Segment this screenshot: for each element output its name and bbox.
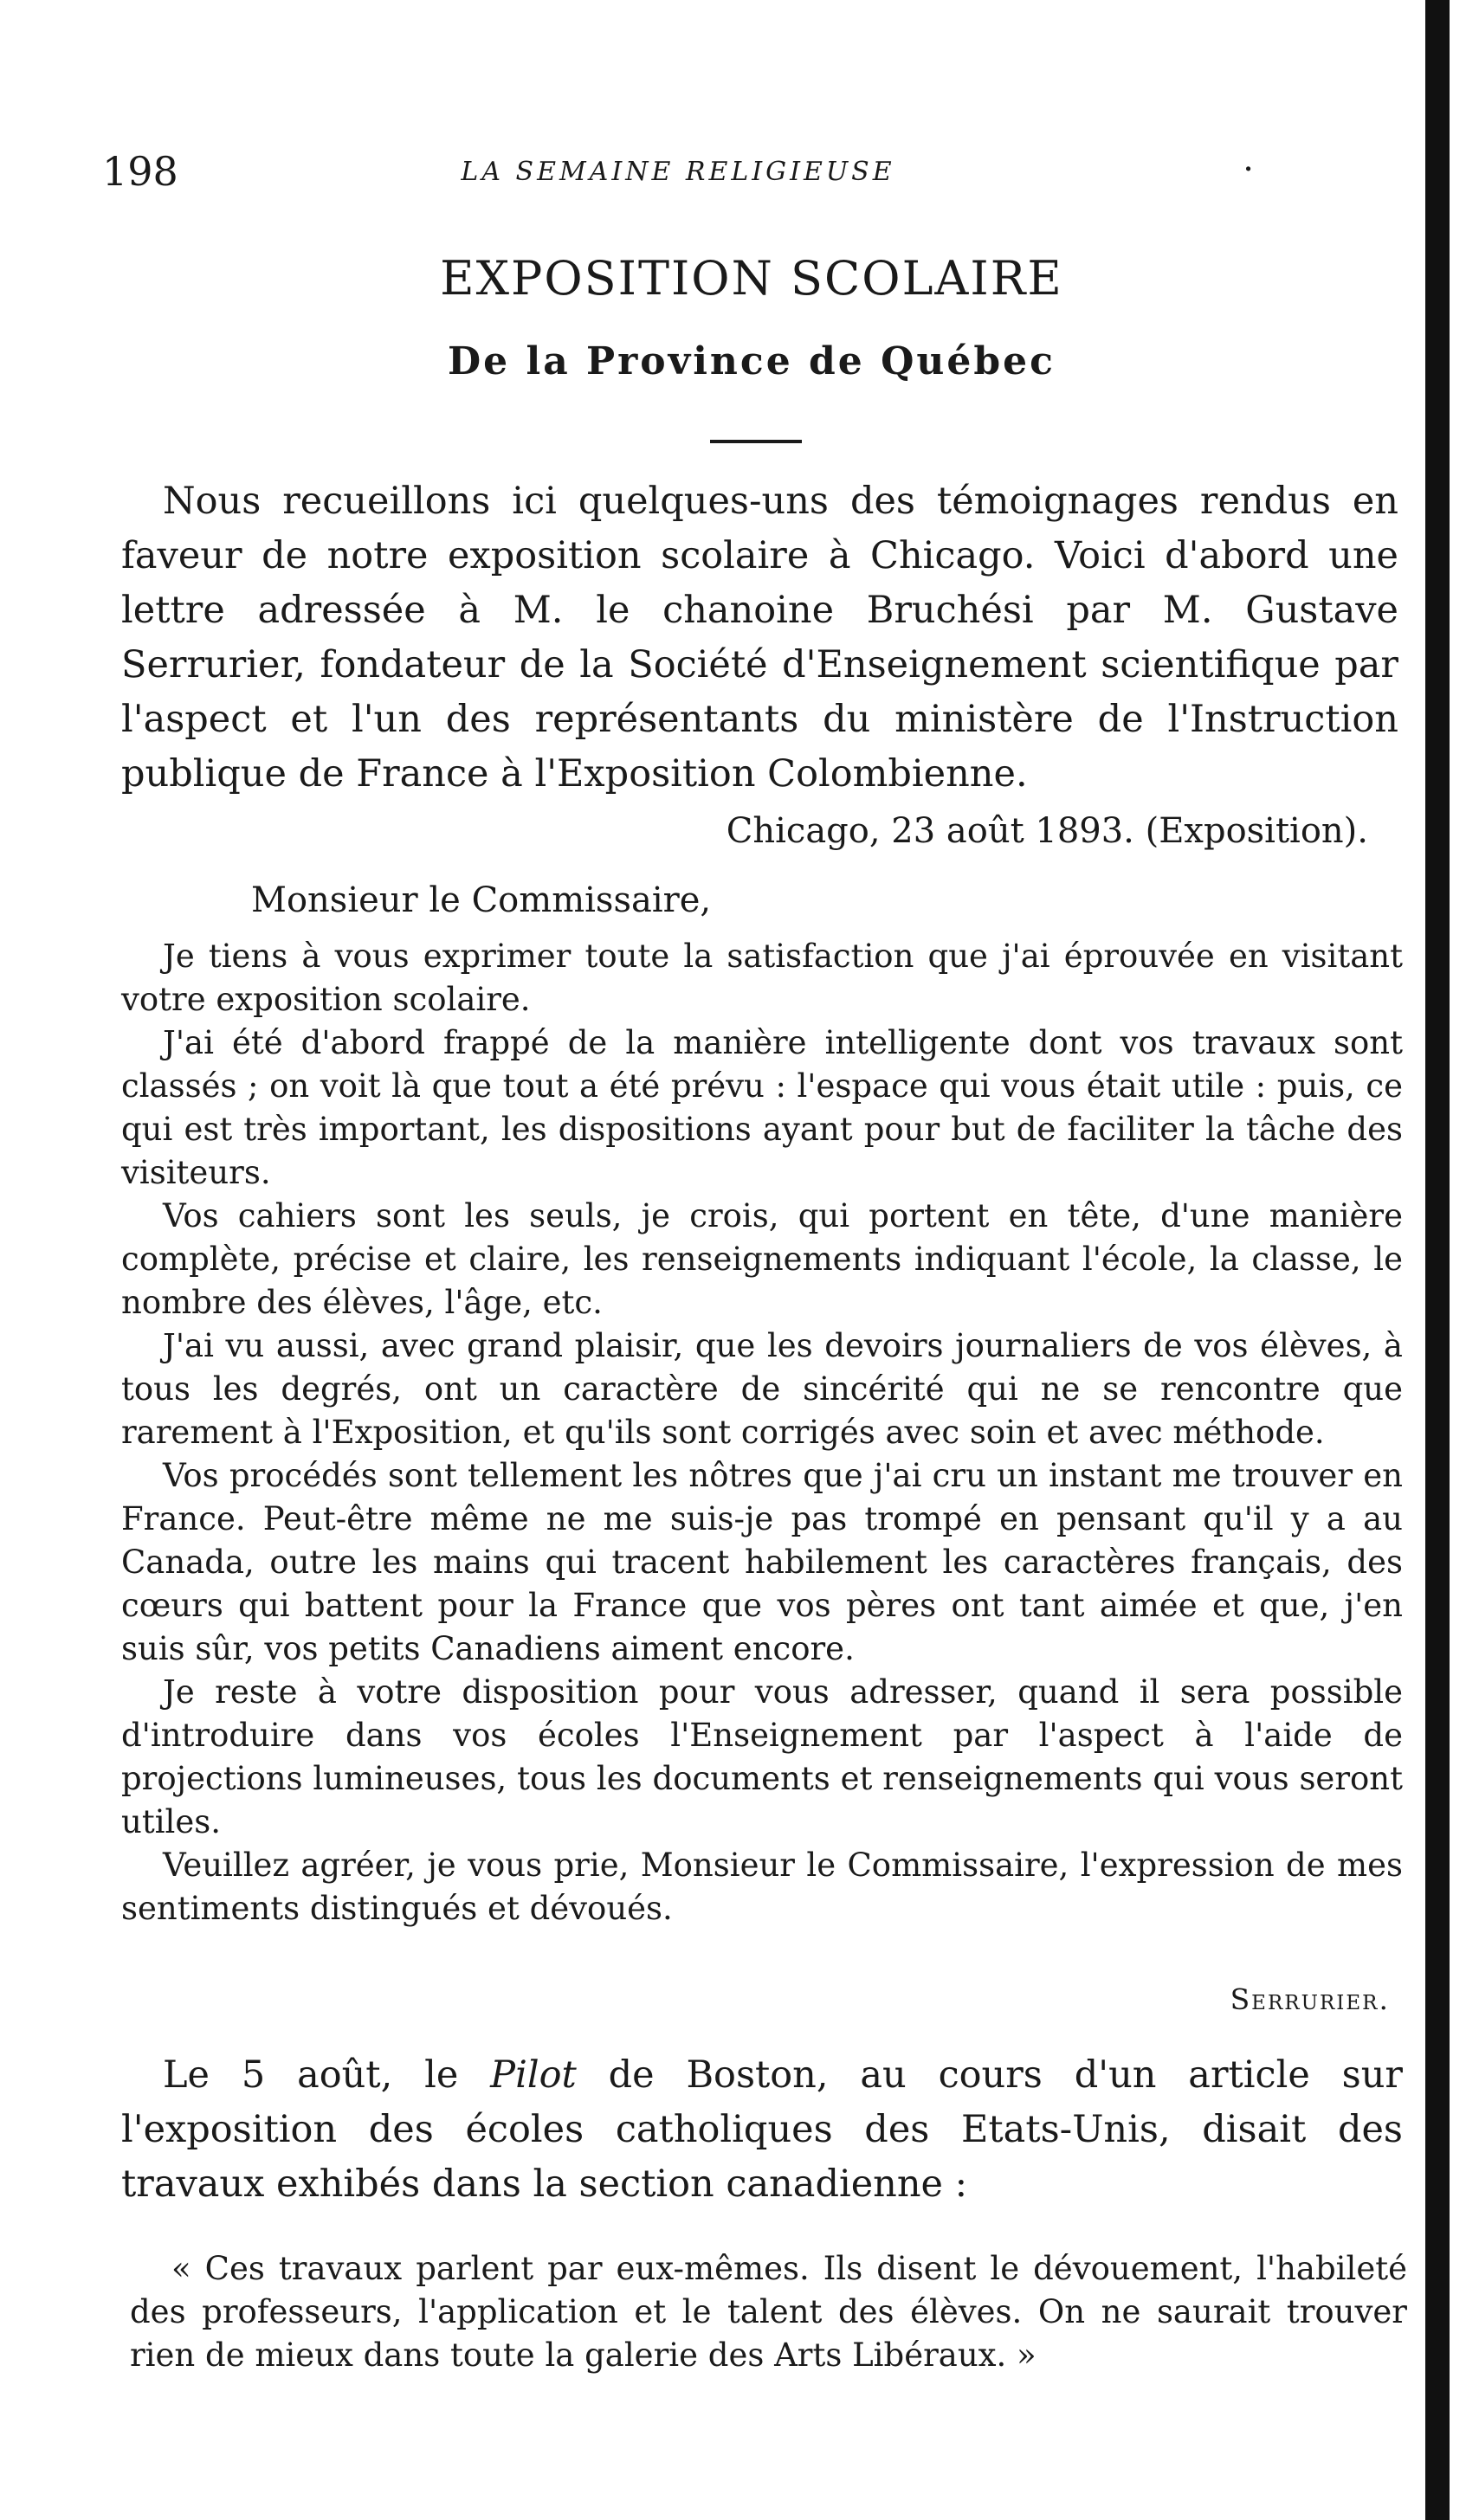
letter-paragraph: Vos procédés sont tellement les nôtres que j'ai cru un instant me trouver en France. Peut-être même ne me suis-je pas trompé en pensant qu'il y a au Canada, outre les mains qui tracent habilement les caractères français, des cœurs qui battent pour la France que vos pères ont tant aimée et que, j'en suis sûr, vos petits Canadiens aiment encore. [121,1457,1403,1667]
letter-paragraph: J'ai vu aussi, avec grand plaisir, que les devoirs journaliers de vos élèves, à tous les degrés, ont un caractère de sincérité qui ne se rencontre que rarement à l'Exposition, et qu'ils sont corrigés avec soin et avec méthode. [121,1327,1403,1451]
pilot-paragraph [121,2048,1403,2212]
letter-body [121,935,1403,1930]
letter-dateline: Chicago, 23 août 1893. (Exposition). [726,811,1368,851]
running-title: LA SEMAINE RELIGIEUSE [461,157,895,187]
page-header [102,145,1254,197]
pilot-text-before: Le 5 août, le [163,2053,491,2097]
letter-paragraph: Vos cahiers sont les seuls, je crois, qui portent en tête, d'une manière complète, précise et claire, les renseignements indiquant l'école, la classe, le nombre des élèves, l'âge, etc. [121,1197,1403,1321]
publication-name: Pilot [490,2053,577,2097]
article-title: EXPOSITION SCOLAIRE [440,251,1063,306]
header-dot: · [1243,150,1254,190]
scan-edge-bar [1425,0,1450,2520]
letter-signature: Serrurier. [1230,1982,1390,2016]
page-number: 198 [102,148,178,195]
letter-paragraph: J'ai été d'abord frappé de la manière intelligente dont vos travaux sont classés ; on voit là que tout a été prévu : l'espace qui vous était utile : puis, ce qui est très important, les dispositions ayant pour but de faciliter la tâche des visiteurs. [121,1024,1403,1191]
letter-paragraph: Je reste à votre disposition pour vous adresser, quand il sera possible d'introduire dans vos écoles l'Enseignement par l'aspect à l'aide de projections lumineuses, tous les documents et renseignements qui vous seront utiles. [121,1673,1403,1840]
letter-salutation: Monsieur le Commissaire, [251,880,712,920]
title-rule [710,440,802,443]
letter-paragraph: Je tiens à vous exprimer toute la satisfaction que j'ai éprouvée en visitant votre exposition scolaire. [121,938,1403,1018]
letter-paragraph: Veuillez agréer, je vous prie, Monsieur le Commissaire, l'expression de mes sentiments distingués et dévoués. [121,1846,1403,1927]
intro-paragraph: Nous recueillons ici quelques-uns des témoignages rendus en faveur de notre exposition scolaire à Chicago. Voici d'abord une lettre adressée à M. le chanoine Bruchési par M. Gustave Serrurier, fondateur de la Société d'Enseignement scientifique par l'aspect et l'un des représentants du ministère de l'Instruction publique de France à l'Exposition Colombienne. [121,480,1398,796]
pilot-text-after: de Boston, au cours d'un article sur l'exposition des écoles catholiques des Etats-Unis, disait des travaux exhibés dans la section canadienne : [121,2053,1403,2206]
article-subtitle: De la Province de Québec [448,339,1056,383]
pilot-quote: « Ces travaux parlent par eux-mêmes. Ils disent le dévouement, l'habileté des professeurs, l'application et le talent des élèves. On ne saurait trouver rien de mieux dans toute la galerie des Arts Libéraux. » [130,2250,1407,2374]
